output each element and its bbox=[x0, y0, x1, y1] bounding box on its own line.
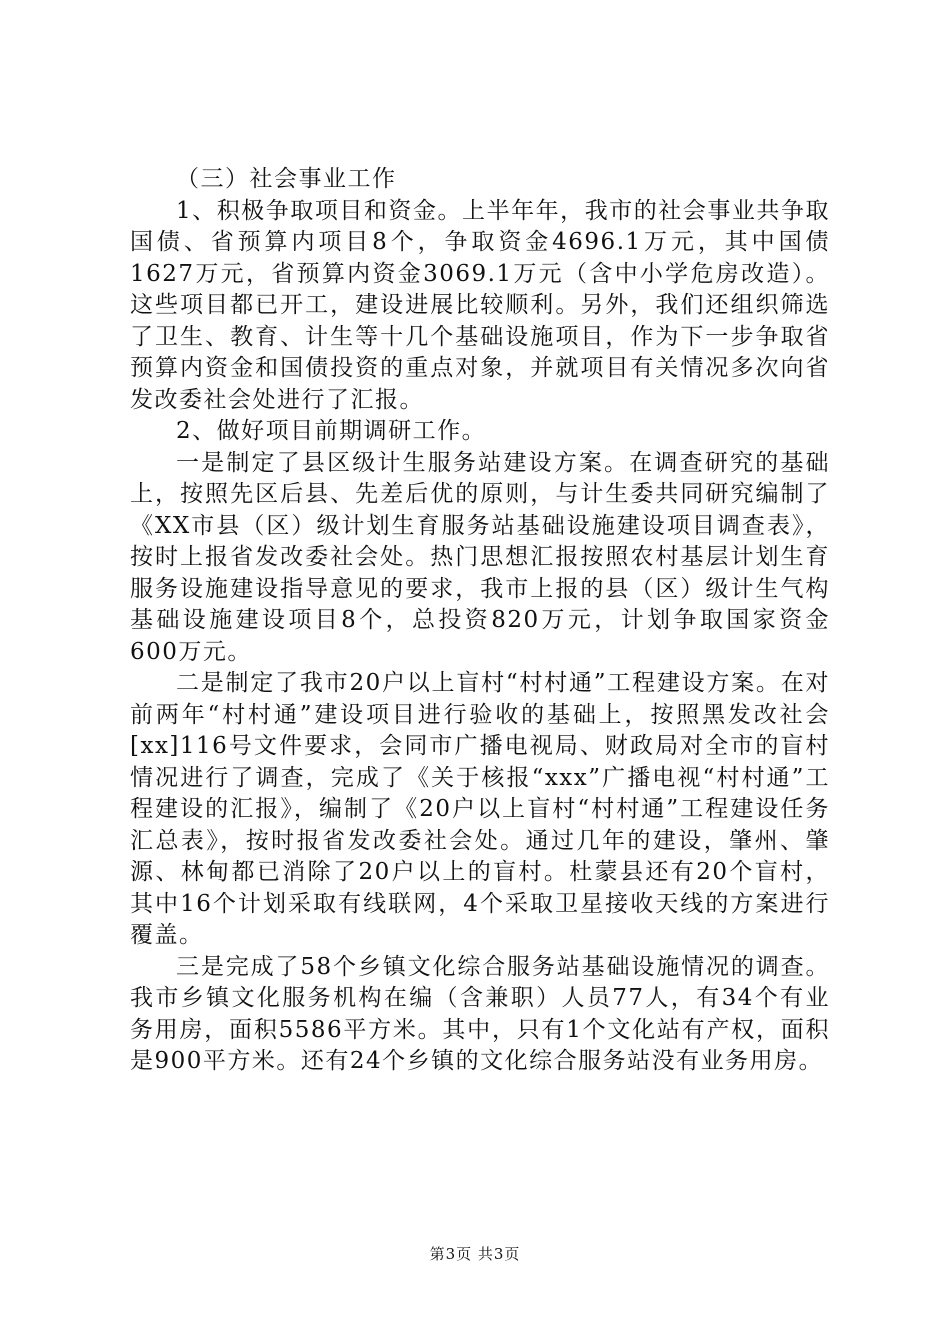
paragraph-funding: 1、积极争取项目和资金。上半年年，我市的社会事业共争取国债、省预算内项目8个，争取资金4696.1万元，其中国债1627万元，省预算内资金3069.1万元（含中小学危房改造）。这些项目都已开工，建设进展比较顺利。另外，我们还组织筛选了卫生、教育、计生等十几个基础设施项目，作为下一步争取省预算内资金和国债投资的重点对象，并就项目有关情况多次向省发改委社会处进行了汇报。 bbox=[130, 197, 830, 413]
paragraph-family-planning: 一是制定了县区级计生服务站建设方案。在调查研究的基础上，按照先区后县、先差后优的原则，与计生委共同研究编制了《XX市县（区）级计划生育服务站基础设施建设项目调查表》，按时上报省发改委社会处。热门思想汇报按照农村基层计划生育服务设施建设指导意见的要求，我市上报的县（区）级计生气构基础设施建设项目8个，总投资820万元，计划争取国家资金600万元。 bbox=[130, 449, 830, 665]
paragraph-village-coverage: 二是制定了我市20户以上盲村“村村通”工程建设方案。在对前两年“村村通”建设项目进行验收的基础上，按照黑发改社会[xx]116号文件要求，会同市广播电视局、财政局对全市的盲村情况进行了调查，完成了《关于核报“xxx”广播电视“村村通”工程建设的汇报》，编制了《20户以上盲村“村村通”工程建设任务汇总表》，按时报省发改委社会处。通过几年的建设，肇州、肇源、林甸都已消除了20户以上的盲村。杜蒙县还有20个盲村，其中16个计划采取有线联网，4个采取卫星接收天线的方案进行覆盖。 bbox=[130, 670, 830, 948]
section-heading: （三）社会事业工作 bbox=[176, 166, 397, 192]
document-body bbox=[130, 164, 830, 1078]
paragraph-culture-stations: 三是完成了58个乡镇文化综合服务站基础设施情况的调查。我市乡镇文化服务机构在编（含兼职）人员77人，有34个有业务用房，面积5586平方米。其中，只有1个文化站有产权，面积是900平方米。还有24个乡镇的文化综合服务站没有业务用房。 bbox=[130, 953, 830, 1074]
page-number-footer: 第3页 共3页 bbox=[429, 1245, 521, 1263]
paragraph-research-title: 2、做好项目前期调研工作。 bbox=[176, 418, 487, 444]
